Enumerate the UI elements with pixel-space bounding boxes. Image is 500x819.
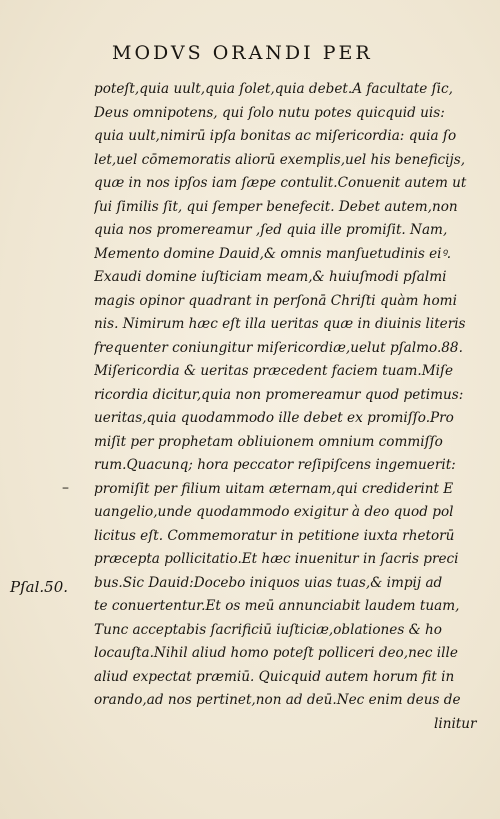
text-line: aliud expectat præmiū. Quicquid autem horum fit in	[94, 668, 455, 685]
margin-note: Pſal.50.	[10, 578, 69, 596]
text-line: promiſit per filium uitam æternam,qui crediderint E	[94, 480, 454, 497]
text-line: quia uult,nimirū ipſa bonitas ac miſericordia: quia ſo	[94, 128, 457, 144]
body-text	[94, 78, 486, 736]
text-line: frequenter coniungitur miſericordiæ,uelut pſalmo.88.	[94, 339, 463, 356]
text-line: magis opinor quadrant in perſonā Chriſti quàm homi	[94, 292, 457, 309]
text-line: orando,ad nos pertinet,non ad deū.Nec enim deus de	[94, 692, 461, 708]
text-line: bus.Sic Dauid:Docebo iniquos uias tuas,& impij ad	[94, 574, 443, 591]
text-line: Deus omnipotens, qui ſolo nutu potes quicquid uis:	[94, 104, 445, 121]
text-line: locauſta.Nihil aliud homo poteſt polliceri deo,nec ille	[94, 645, 458, 661]
text-line: linitur	[434, 715, 477, 732]
text-line: ueritas,quia quodammodo ille debet ex promiſſo.Pro	[94, 410, 454, 426]
text-line: miſit per prophetam obliuionem omnium commiſſo	[94, 433, 443, 450]
text-line: Miſericordia & ueritas præcedent faciem tuam.Miſe	[94, 363, 454, 379]
text-line: nis. Nimirum hæc eſt illa ueritas quæ in diuinis literis	[94, 316, 466, 332]
text-line: te conuertentur.Et os meū annunciabit laudem tuam,	[94, 598, 460, 614]
text-line: præcepta pollicitatio.Et hæc inuenitur in ſacris preci	[94, 551, 459, 567]
text-line: quæ in nos ipſos iam ſæpe contulit.Conuenit autem ut	[94, 175, 467, 191]
text-line: uangelio,unde quodammodo exigitur à deo quod pol	[94, 504, 454, 520]
text-line: quia nos promereamur ,ſed quia ille promiſit. Nam,	[94, 222, 448, 238]
text-line: Memento domine Dauid,& omnis manſuetudinis eiꝰ.	[94, 245, 452, 262]
running-head: MODVS ORANDI PER	[112, 42, 373, 64]
margin-dash: –	[62, 480, 69, 496]
text-line: Exaudi domine iuſticiam meam,& huiuſmodi pſalmi	[94, 269, 447, 285]
text-line: Tunc acceptabis ſacrificiū iuſticiæ,oblationes & ho	[94, 621, 442, 638]
text-line: poteſt,quia uult,quia ſolet,quia debet.A facultate ſic,	[94, 81, 453, 97]
text-line: licitus eſt. Commemoratur in petitione iuxta rhetorū	[94, 527, 455, 544]
text-line: ricordia dicitur,quia non promereamur quod petimus:	[94, 386, 464, 403]
text-line: rum.Quacunq; hora peccator reſipiſcens ingemuerit:	[94, 457, 456, 473]
text-line: let,uel cōmemoratis aliorū exemplis,uel his beneficijs,	[94, 151, 466, 168]
text-line: ſui ſimilis ſit, qui ſemper benefecit. Debet autem,non	[94, 198, 458, 215]
